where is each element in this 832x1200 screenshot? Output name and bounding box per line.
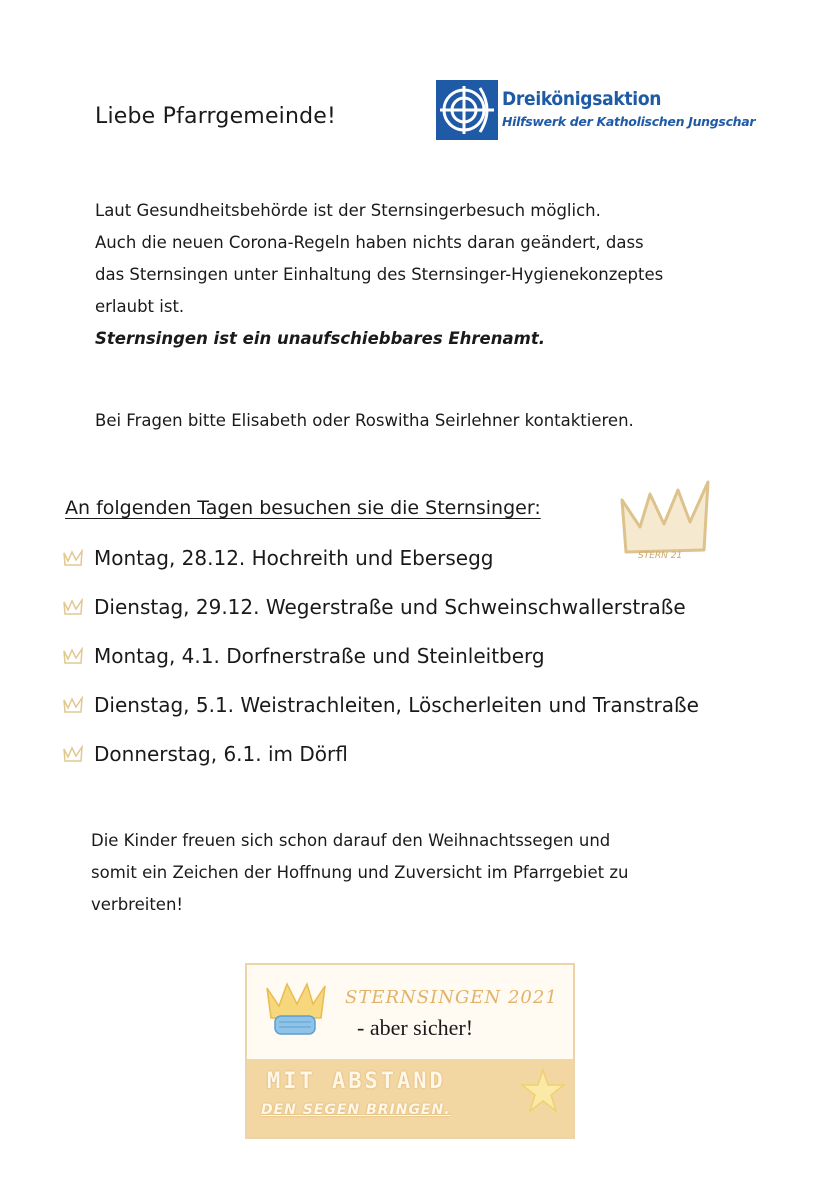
intro-line: erlaubt ist.	[95, 297, 185, 316]
crown-bullet-icon	[62, 549, 84, 567]
schedule-item-text: Dienstag, 5.1. Weistrachleiten, Löscherleiten und Transtraße	[94, 692, 699, 717]
crown-bullet-icon	[62, 745, 84, 763]
schedule-item-text: Montag, 28.12. Hochreith und Ebersegg	[94, 545, 494, 570]
intro-line: Auch die neuen Corona-Regeln haben nichts daran geändert, dass	[95, 233, 644, 252]
logo-subtitle: Hilfswerk der Katholischen Jungschar	[502, 114, 756, 129]
list-item	[62, 631, 699, 680]
schedule-item-text: Dienstag, 29.12. Wegerstraße und Schweinschwallerstraße	[94, 594, 686, 619]
list-item	[62, 533, 699, 582]
crown-bullet-icon	[62, 696, 84, 714]
dreikoenigsaktion-logo	[436, 80, 761, 142]
crown-label: STERN 21	[638, 551, 683, 561]
crown-with-mask-icon	[263, 980, 327, 1040]
banner-top	[247, 965, 573, 1059]
greeting: Liebe Pfarrgemeinde!	[95, 104, 337, 129]
intro-emphasis: Sternsingen ist ein unaufschiebbares Ehrenamt.	[95, 329, 545, 348]
banner-title: STERNSINGEN 2021	[345, 987, 558, 1008]
list-item	[62, 582, 699, 631]
star-icon	[519, 1067, 567, 1115]
schedule-item-text: Donnerstag, 6.1. im Dörfl	[94, 741, 348, 766]
crown-bullet-icon	[62, 598, 84, 616]
closing-line: verbreiten!	[91, 895, 184, 914]
contact-text: Bei Fragen bitte Elisabeth oder Roswitha Seirlehner kontaktieren.	[95, 411, 634, 430]
sternsingen-banner	[245, 963, 575, 1139]
intro-line: Laut Gesundheitsbehörde ist der Sternsingerbesuch möglich.	[95, 201, 601, 220]
crown-bullet-icon	[62, 647, 84, 665]
intro-paragraph	[95, 195, 663, 355]
closing-line: Die Kinder freuen sich schon darauf den Weihnachtssegen und	[91, 831, 611, 850]
intro-line: das Sternsingen unter Einhaltung des Sternsinger-Hygienekonzeptes	[95, 265, 664, 284]
schedule-list	[62, 533, 699, 778]
closing-paragraph	[91, 825, 628, 921]
logo-name: Dreikönigsaktion	[502, 88, 662, 110]
banner-bottom	[247, 1059, 573, 1137]
logo-emblem-icon	[436, 80, 498, 140]
list-item	[62, 729, 699, 778]
banner-subtitle: - aber sicher!	[357, 1015, 474, 1040]
banner-line-2: DEN SEGEN BRINGEN.	[261, 1102, 451, 1118]
closing-line: somit ein Zeichen der Hoffnung und Zuversicht im Pfarrgebiet zu	[91, 863, 629, 882]
banner-line-1: MIT ABSTAND	[267, 1069, 446, 1094]
schedule-heading: An folgenden Tagen besuchen sie die Sternsinger:	[65, 497, 541, 519]
list-item	[62, 680, 699, 729]
schedule-item-text: Montag, 4.1. Dorfnerstraße und Steinleitberg	[94, 643, 545, 668]
